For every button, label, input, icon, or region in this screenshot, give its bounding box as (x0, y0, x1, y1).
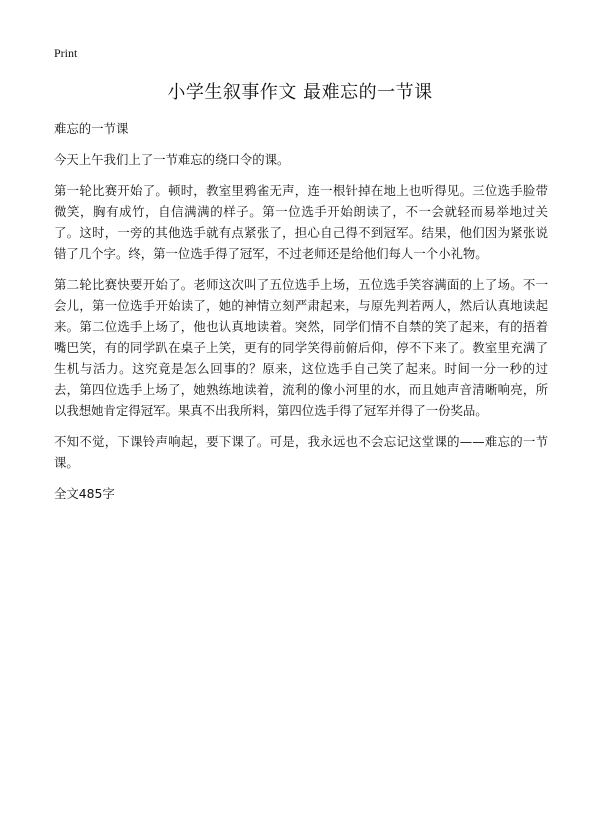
paragraph-intro: 今天上午我们上了一节难忘的绕口令的课。 (54, 152, 290, 167)
article-title: 小学生叙事作文 最难忘的一节课 (167, 82, 433, 103)
paragraph-round-one: 第一轮比赛开始了。顿时，教室里鸦雀无声，连一根针掉在地上也听得见。三位选手脸带微笑，胸有成竹，自信满满的样子。第一位选手开始朗读了，不一会就轻而易举地过关了。这时，一旁的其他选手就有点紧张了，担心自己得不到冠军。结果，他们因为紧张说错了几个字。终，第一位选手得了冠军，不过老师还是给他们每人一个小礼物。 (54, 183, 548, 261)
paragraph-round-two: 第二轮比赛快要开始了。老师这次叫了五位选手上场，五位选手笑容满面的上了场。不一会儿，第一位选手开始读了，她的神情立刻严肃起来，与原先判若两人，然后认真地读起来。第二位选手上场了，他也认真地读着。突然，同学们情不自禁的笑了起来，有的捂着嘴巴笑，有的同学趴在桌子上笑，更有的同学笑得前俯后仰，停不下来了。教室里充满了生机与活力。这究竟是怎么回事的？原来，这位选手自己笑了起来。时间一分一秒的过去，第四位选手上场了，她熟练地读着，流利的像小河里的水，而且她声音清晰响亮，所以我想她肯定得冠军。果真不出我所料，第四位选手得了冠军并得了一份奖品。 (54, 277, 548, 418)
print-link[interactable]: Print (54, 46, 78, 60)
paragraph-ending: 不知不觉，下课铃声响起，要下课了。可是，我永远也不会忘记这堂课的——难忘的一节课。 (54, 434, 548, 470)
article-body (54, 118, 548, 504)
article-subtitle: 难忘的一节课 (54, 121, 129, 136)
word-count: 全文485字 (54, 486, 115, 501)
